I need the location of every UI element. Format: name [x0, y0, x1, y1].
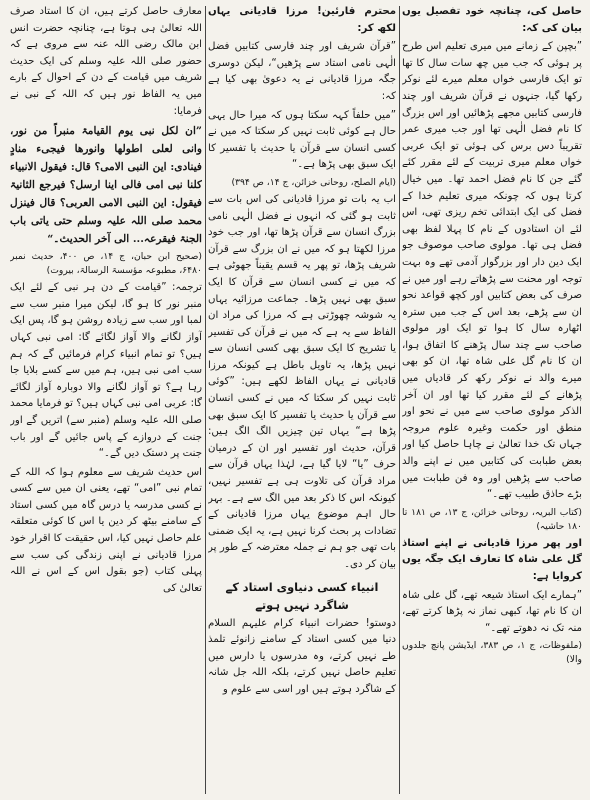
paragraph-prophets: دوستو! حضرات انبیاء کرام علیہم السلام دنیا میں کسی استاد کے سامنے زانوئے تلمذ طے نہیں کرتے، وہ مدرسوں یا دارس میں تعلیم حاصل نہیں کرتے، بلکہ اللہ جل شانہ کے شاگرد ہوتے ہیں اور اسی سے علوم و — [208, 617, 396, 695]
citation-ayyam-us-sulh: (ایام الصلح، روحانی خزائن، ج ۱۴، ص ۳۹۴) — [231, 176, 396, 188]
quote-teacher: ”ہمارے ایک استاذ شیعہ تھے، گل علی شاہ ان کا نام تھا، کبھی نماز نہ پڑھا کرتے تھے، منہ تک نہ دھوتے تھے۔“ — [402, 589, 582, 634]
citation-kitab-ul-bariyya: (کتاب البریہ، روحانی خزائن، ج ۱۳، ص ۱۸۱ تا ۱۸۰ حاشیہ) — [402, 506, 582, 532]
quote-oath: ”میں حلفاً کہہ سکتا ہوں کہ میرا حال یہی حال ہے کوئی ثابت نہیں کر سکتا کہ میں نے کسی انسان سے قرآن یا حدیث یا تفسیر کا ایک سبق بھی پڑھا ہے۔“ — [208, 109, 396, 171]
paragraph-claim: ”قرآن شریف اور چند فارسی کتابیں فضل الٰہی نامی استاد سے پڑھیں“، لیکن دوسری جگہ مرزا قادیانی نے یہ دعویٰ بھی کیا ہے کہ: — [208, 41, 396, 102]
column-divider-left — [205, 6, 206, 794]
column-left — [10, 4, 202, 794]
teacher-intro: اور پھر مرزا قادیانی نے اپنے استاذ گل علی شاہ کا تعارف ایک جگہ یوں کروایا ہے: — [402, 537, 582, 582]
citation-ibn-hibban: (صحیح ابن حبان، ج ۱۴، ص ۴۰۰، حدیث نمبر ۶۴۸۰، مطبوعہ مؤسسۃ الرسالۃ، بیروت) — [10, 251, 202, 277]
column-right — [402, 4, 582, 794]
section-heading: انبیاء کسی دنیاوی استاد کے شاگرد نہیں ہوتے — [225, 579, 379, 612]
book-page — [6, 4, 584, 796]
paragraph-maarif: معارف حاصل کرتے ہیں، ان کا استاد صرف اللہ تعالیٰ ہی ہوتا ہے، چنانچہ حضرت انس ابن مالک رضی اللہ عنہ سے مروی ہے کہ حضور صلی اللہ علیہ وسلم کی ایک حدیث شریف میں قیامت کے دن کے احوال کے بارے میں یہ الفاظ نور ہیں کہ اللہ کے نبی نے فرمایا: — [10, 6, 202, 117]
paragraph-conclusion: اس حدیث شریف سے معلوم ہوا کہ اللہ کے تمام نبی ”امی“ تھے، یعنی ان میں سے کسی نے کسی مدرسہ یا درس گاہ میں کسی استاد کے سامنے بیٹھ کر دین یا اس کا کوئی متعلقہ علم حاصل نہیں کیا، اس حقیقت کا اقرار خود مرزا قادیانی نے اپنی زندگی کی سب سے پہلی کتاب (جو بقول اس کے اس نے اللہ تعالیٰ کی — [10, 466, 202, 594]
intro-line: حاصل کی، چنانچہ خود تفصیل یوں بیان کی کہ: — [402, 6, 582, 34]
citation-malfoozat: (ملفوظات، ج ۱، ص ۳۸۳، ایڈیشن پانچ جلدوں والا) — [402, 640, 582, 666]
paragraph-argument: اب یہ بات تو مرزا قادیانی کی اس بات سے ثابت ہو گئی کہ انہوں نے فضل الٰہی نامی بزرگ انسان سے قرآن پڑھا تھا، اور جب خود مرزا لکھتا ہو کہ میں نے ان بزرگ سے قرآن شریف پڑھا، تو پھر یہ قسم یقیناً جھوٹی ہے کہ میں نے کسی انسان سے قرآن کا ایک سبق بھی نہیں پڑھا۔ جماعت مرزائیہ یہاں یہ شوشہ چھوڑتی ہے کہ مرزا کی مراد ان الفاظ سے یہ ہے کہ میں نے قرآن کی تفسیر یا تشریح کا ایک سبق بھی کسی انسان سے نہیں پڑھا، یہ تاویل باطل ہے کیونکہ مرزا قادیانی نے یہاں الفاظ لکھے ہیں: ”کوئی ثابت نہیں کر سکتا کہ میں نے کسی انسان سے قرآن یا حدیث یا تفسیر کا ایک سبق بھی پڑھا ہے“ یہاں تین چیزیں الگ الگ ہیں: قرآن، حدیث اور تفسیر اور ان کے درمیان حرف ”یا“ لایا گیا ہے، لہٰذا یہاں قرآن سے مراد قرآن کی تلاوت ہی ہے تفسیر نہیں، کیونکہ اس کا ذکر بعد میں الگ سے ہے۔ بہر حال اہم موضوع یہاں مرزا قادیانی کے تضادات پر بحث کرنا نہیں ہے، یہ ایک ضمنی بات تھی جو ہم نے جملہ معترضہ کے طور پر بیان کر دی۔ — [208, 193, 396, 570]
column-divider-right — [399, 6, 400, 794]
hadith-arabic: ”ان لکل نبی یوم القیامۃ منبراً من نور، وانی لعلی اطولھا وانورھا فیجیء منادٍ فینادی: این النبی الامی؟ قال: فیقول الانبیاء کلنا نبی امی فالی اینا ارسل؟ فیرجع الثانیۃ فیقول: این النبی الامی العربی؟ قال فینزل محمد صلی اللہ علیہ وسلم حتی یاتی باب الجنۃ فیقرعہ... الی آخر الحدیث۔“ — [10, 125, 202, 246]
column-middle — [208, 4, 396, 794]
quote-education: ”بچپن کے زمانے میں میری تعلیم اس طرح پر ہوئی کہ جب میں چھ سات سال کا تھا تو ایک فارسی خواں معلم میرے لئے نوکر رکھا گیا، جنہوں نے قرآن شریف اور چند فارسی کتابیں مجھے پڑھائیں اور اس بزرگ کا نام فضل الٰہی تھا اور جب میری عمر تقریباً دس برس کی ہوئی تو ایک عربی خواں معلم میری تربیت کے لئے مقرر کئے گئے جن کا نام فضل احمد تھا۔ میں خیال کرتا ہوں کہ چونکہ میری تعلیم خدا کے فضل کی ایک ابتدائی تخم ریزی تھی، اس لئے ان استادوں کے نام کا پہلا لفظ بھی فضل ہی تھا۔ مولوی صاحب موصوف جو ایک دین دار اور بزرگوار آدمی تھے وہ بہت توجہ اور محنت سے پڑھاتے رہے اور میں نے صرف کی بعض کتابیں اور کچھ قواعد نحو ان سے پڑھے، بعد اس کے جب میں سترہ اٹھارہ سال کا ہوا تو ایک اور مولوی صاحب سے چند سال پڑھنے کا اتفاق ہوا، ان کا نام گل علی شاہ تھا، ان کو بھی میرے والد نے نوکر رکھ کر قادیاں میں پڑھانے کے لئے مقرر کیا تھا اور ان آخر الذکر مولوی صاحب سے میں نے نحو اور منطق اور حکمت وغیرہ علوم مروجہ جہاں تک خدا تعالیٰ نے چاہا حاصل کیا اور بعض طبابت کی کتابیں میں نے اپنے والد صاحب سے پڑھیں اور وہ فن طبابت میں بڑے حاذق طبیب تھے۔“ — [402, 41, 582, 501]
hadith-translation: ترجمہ: ”قیامت کے دن ہر نبی کے لئے ایک منبر نور کا ہو گا، لیکن میرا منبر سب سے لمبا اور سب سے زیادہ روشن ہو گا، پس ایک آواز لگانے والا آواز لگائے گا: امی نبی کہاں ہیں؟ تو تمام انبیاء کرام فرمائیں گے کہ ہم سب امی نبی ہیں، ہم میں سے کسے بلایا جا رہا ہے؟ تو آواز لگانے والا دوبارہ آواز لگائے گا: عربی امی نبی کہاں ہیں؟ تو فرمایا محمد صلی اللہ علیہ وسلم (منبر سے) اتریں گے اور جنت کے دروازے کے پاس جائیں گے اور باب جنت پر دستک دیں گے۔“ — [10, 282, 202, 460]
address-readers: محترم قارئین! مرزا قادیانی یہاں لکھ کر: — [208, 6, 396, 34]
